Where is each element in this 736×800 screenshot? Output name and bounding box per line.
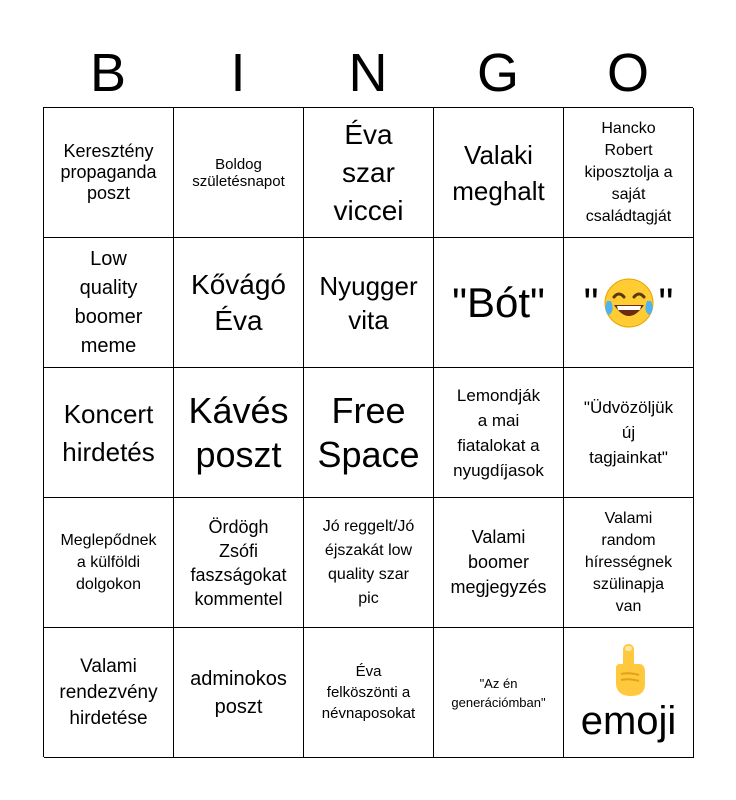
bingo-cell[interactable] bbox=[304, 498, 434, 628]
bingo-cell[interactable] bbox=[174, 108, 304, 238]
cell-text-line: Valami bbox=[471, 527, 526, 547]
cell-text-line: Nyugger bbox=[319, 270, 418, 301]
bingo-cell[interactable] bbox=[564, 628, 694, 758]
tears-of-joy-emoji-icon bbox=[601, 275, 657, 331]
cell-text-line: hírességnek bbox=[584, 553, 673, 571]
cell-text-line: családtagját bbox=[585, 207, 672, 225]
bingo-cell[interactable] bbox=[564, 108, 694, 238]
cell-text-line: nyugdíjasok bbox=[453, 460, 544, 480]
bingo-cell[interactable] bbox=[174, 368, 304, 498]
cell-text-line: megjegyzés bbox=[450, 577, 547, 597]
cell-text-line: Zsófi bbox=[218, 540, 258, 561]
cell-text-line: a mai bbox=[477, 410, 520, 430]
cell-text-line: új bbox=[621, 423, 636, 442]
cell-text-line: szar bbox=[342, 156, 395, 188]
bingo-cell[interactable] bbox=[434, 108, 564, 238]
header-letter-g: G bbox=[476, 43, 519, 103]
bingo-cell[interactable] bbox=[564, 368, 694, 498]
cell-text-line: dolgokon bbox=[76, 575, 141, 593]
cell-text-line: poszt bbox=[214, 695, 263, 718]
cell-text-line: Kővágó bbox=[191, 268, 286, 300]
cell-text-line: faszságokat bbox=[190, 564, 287, 585]
cell-text-line: boomer bbox=[467, 552, 530, 572]
cell-text-line: boomer bbox=[74, 305, 143, 328]
bingo-cell[interactable] bbox=[44, 368, 174, 498]
cell-text-line: éjszakát low bbox=[324, 541, 413, 559]
cell-text-line: hirdetés bbox=[62, 436, 155, 467]
bingo-board bbox=[43, 107, 693, 757]
cell-text-line: Kávés bbox=[188, 389, 289, 431]
cell-text-line: Valami bbox=[604, 509, 653, 527]
bingo-cell[interactable] bbox=[564, 498, 694, 628]
bingo-cell[interactable] bbox=[174, 498, 304, 628]
cell-text-line: felköszönti a bbox=[326, 684, 411, 701]
cell-text-line: a külföldi bbox=[76, 553, 141, 571]
cell-text-line: adminokos bbox=[190, 667, 287, 690]
bingo-cell[interactable] bbox=[434, 368, 564, 498]
cell-text-line: emoji bbox=[580, 698, 677, 743]
cell-text-line: "Üdvözöljük bbox=[583, 398, 674, 417]
bingo-cell[interactable] bbox=[304, 108, 434, 238]
cell-text-line: "Bót" bbox=[452, 278, 545, 326]
cell-text-line: Space bbox=[317, 433, 420, 475]
free-space-cell[interactable] bbox=[304, 368, 434, 498]
cell-text-line: meme bbox=[80, 334, 137, 357]
bingo-cell[interactable] bbox=[434, 628, 564, 758]
bingo-cell[interactable] bbox=[44, 238, 174, 368]
cell-text-line: kiposztolja a bbox=[584, 163, 673, 181]
cell-text-line: Éva bbox=[214, 304, 263, 336]
bingo-cell[interactable] bbox=[44, 628, 174, 758]
cell-text-line: Free bbox=[331, 389, 406, 431]
cell-text-line: Low bbox=[90, 247, 127, 270]
quote-mark: " bbox=[583, 278, 599, 326]
bingo-cell[interactable] bbox=[564, 238, 694, 368]
cell-text-line: viccei bbox=[333, 194, 404, 226]
cell-text-line: Ördögh bbox=[208, 516, 269, 537]
cell-text-line: vita bbox=[348, 304, 389, 335]
cell-text-line: random bbox=[601, 531, 656, 549]
cell-text-line: Lemondják bbox=[456, 385, 541, 405]
cell-text-line: van bbox=[615, 597, 642, 615]
cell-text-line: névnaposokat bbox=[321, 705, 416, 722]
cell-text-line: kommentel bbox=[194, 588, 283, 609]
cell-text-line: generációmban" bbox=[451, 694, 546, 710]
bingo-cell[interactable] bbox=[44, 498, 174, 628]
header-letter-i: I bbox=[230, 43, 246, 103]
pointing-up-emoji-icon bbox=[607, 642, 651, 698]
quote-mark: " bbox=[658, 278, 674, 326]
bingo-cell[interactable] bbox=[174, 628, 304, 758]
cell-text-line: quality szar bbox=[328, 565, 409, 583]
cell-text-line: születésnapot bbox=[192, 172, 285, 190]
cell-text-line: poszt bbox=[195, 433, 282, 475]
cell-text-line: Koncert bbox=[63, 398, 154, 429]
cell-text-line: Éva bbox=[344, 118, 393, 150]
cell-text-line: "Az én bbox=[479, 675, 518, 691]
cell-text-line: Hancko bbox=[601, 119, 656, 137]
cell-text-line: hirdetése bbox=[69, 707, 148, 729]
cell-text-line: Keresztény bbox=[63, 141, 154, 161]
cell-text-line: tagjainkat" bbox=[589, 448, 668, 467]
cell-text-line: Robert bbox=[604, 141, 653, 159]
bingo-header bbox=[43, 40, 693, 106]
cell-text-line: quality bbox=[79, 276, 138, 299]
header-letter-o: O bbox=[606, 43, 649, 103]
cell-text-line: Jó reggelt/Jó bbox=[322, 517, 415, 535]
cell-text-line: Éva bbox=[355, 663, 382, 680]
cell-text-line: saját bbox=[611, 185, 646, 203]
cell-text-line: poszt bbox=[86, 183, 131, 203]
cell-text-line: propaganda bbox=[60, 162, 157, 182]
quoted-emoji bbox=[584, 275, 674, 331]
cell-text-line: Valaki bbox=[464, 139, 533, 170]
header-letter-n: N bbox=[348, 43, 388, 103]
bingo-cell[interactable] bbox=[44, 108, 174, 238]
header-letter-b: B bbox=[89, 43, 127, 103]
bingo-cell[interactable] bbox=[174, 238, 304, 368]
bingo-cell[interactable] bbox=[434, 498, 564, 628]
cell-text-line: Valami bbox=[80, 655, 137, 677]
cell-text-line: Boldog bbox=[215, 155, 262, 173]
cell-text-line: Meglepődnek bbox=[60, 531, 157, 549]
bingo-cell[interactable] bbox=[304, 628, 434, 758]
cell-text-line: pic bbox=[358, 589, 379, 607]
cell-text-line: szülinapja bbox=[592, 575, 665, 593]
cell-text-line: rendezvény bbox=[59, 681, 158, 703]
cell-text-line: fiatalokat a bbox=[457, 435, 540, 455]
bingo-cell[interactable] bbox=[434, 238, 564, 368]
bingo-cell[interactable] bbox=[304, 238, 434, 368]
cell-text-line: meghalt bbox=[452, 175, 545, 206]
